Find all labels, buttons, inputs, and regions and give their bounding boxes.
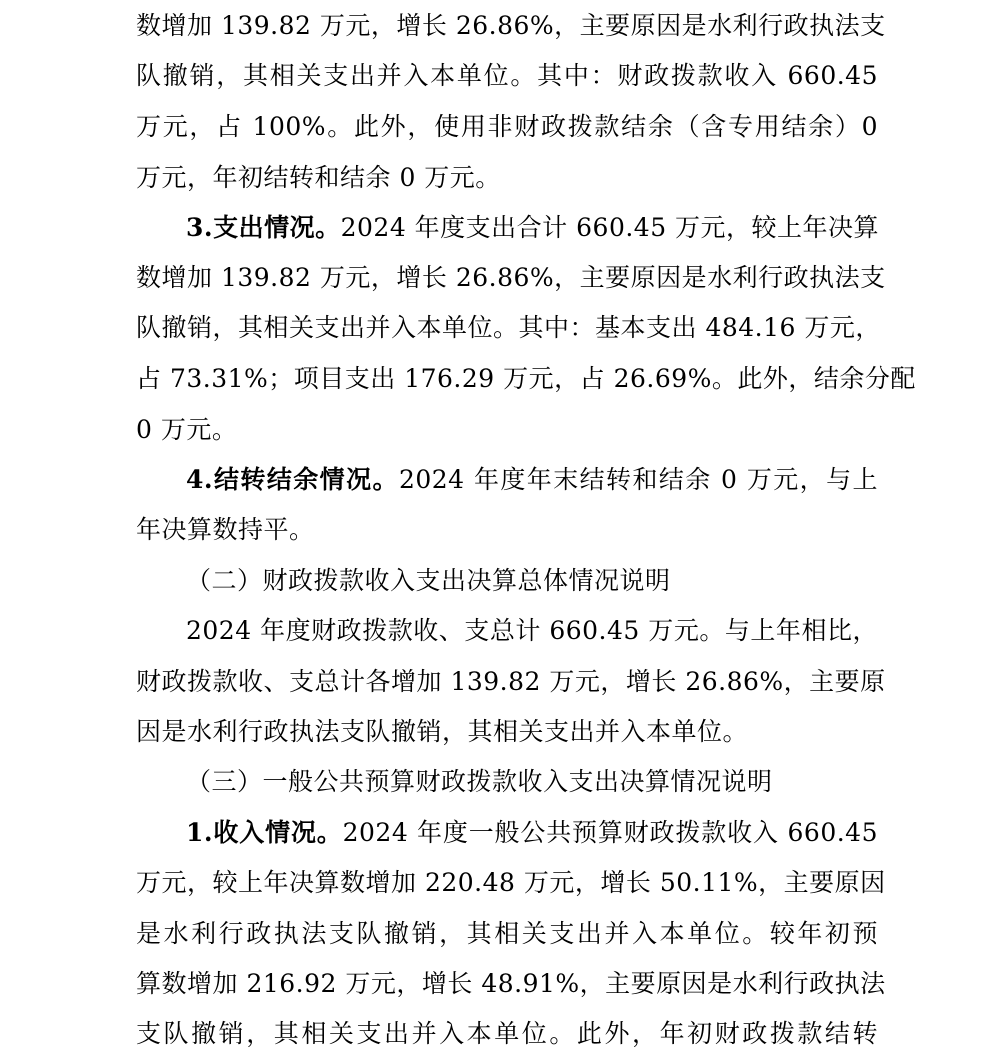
paragraph-line: 年决算数持平。	[136, 515, 315, 544]
paragraph-line: 0 万元。	[136, 415, 238, 444]
paragraph-line: 因是水利行政执法支队撤销，其相关支出并入本单位。	[136, 717, 749, 746]
paragraph-line: 财政拨款收、支总计各增加 139.82 万元，增长 26.86%，主要原	[136, 667, 886, 696]
paragraph-text: 2024 年度支出合计 660.45 万元，较上年决算	[340, 213, 880, 242]
paragraph-text: 2024 年度年末结转和结余 0 万元，与上	[398, 465, 879, 494]
section-heading-3: （三）一般公共预算财政拨款收入支出决算情况说明	[186, 767, 773, 796]
section-heading-2: （二）财政拨款收入支出决算总体情况说明	[186, 566, 671, 595]
paragraph-line: 数增加 139.82 万元，增长 26.86%，主要原因是水利行政执法支	[136, 263, 886, 292]
paragraph-line: 算数增加 216.92 万元，增长 48.91%，主要原因是水利行政执法	[136, 969, 886, 998]
paragraph-line: 数增加 139.82 万元，增长 26.86%，主要原因是水利行政执法支	[136, 11, 886, 40]
paragraph-line: 万元，占 100%。此外，使用非财政拨款结余（含专用结余）0	[136, 112, 878, 141]
income-paragraph-first-line	[186, 816, 878, 850]
paragraph-line: 是水利行政执法支队撤销，其相关支出并入本单位。较年初预	[136, 919, 878, 948]
expenditure-paragraph-first-line	[186, 211, 878, 245]
paragraph-text: 2024 年度一般公共预算财政拨款收入 660.45	[342, 818, 878, 847]
section-label-income: 1.收入情况。	[186, 818, 343, 847]
paragraph-line: 队撤销，其相关支出并入本单位。其中：财政拨款收入 660.45	[136, 61, 878, 90]
paragraph-line: 万元，较上年决算数增加 220.48 万元，增长 50.11%，主要原因	[136, 868, 886, 897]
section-label-expenditure: 3.支出情况。	[186, 213, 341, 242]
paragraph-line: 队撤销，其相关支出并入本单位。其中：基本支出 484.16 万元，	[136, 313, 881, 342]
paragraph-line: 万元，年初结转和结余 0 万元。	[136, 163, 501, 192]
paragraph-line: 支队撤销，其相关支出并入本单位。此外，年初财政拨款结转	[136, 1019, 878, 1048]
section-label-balance: 4.结转结余情况。	[186, 465, 399, 494]
balance-paragraph-first-line	[186, 463, 878, 497]
paragraph-line: 占 73.31%；项目支出 176.29 万元，占 26.69%。此外，结余分配	[136, 364, 916, 393]
paragraph-line: 2024 年度财政拨款收、支总计 660.45 万元。与上年相比，	[186, 616, 878, 645]
